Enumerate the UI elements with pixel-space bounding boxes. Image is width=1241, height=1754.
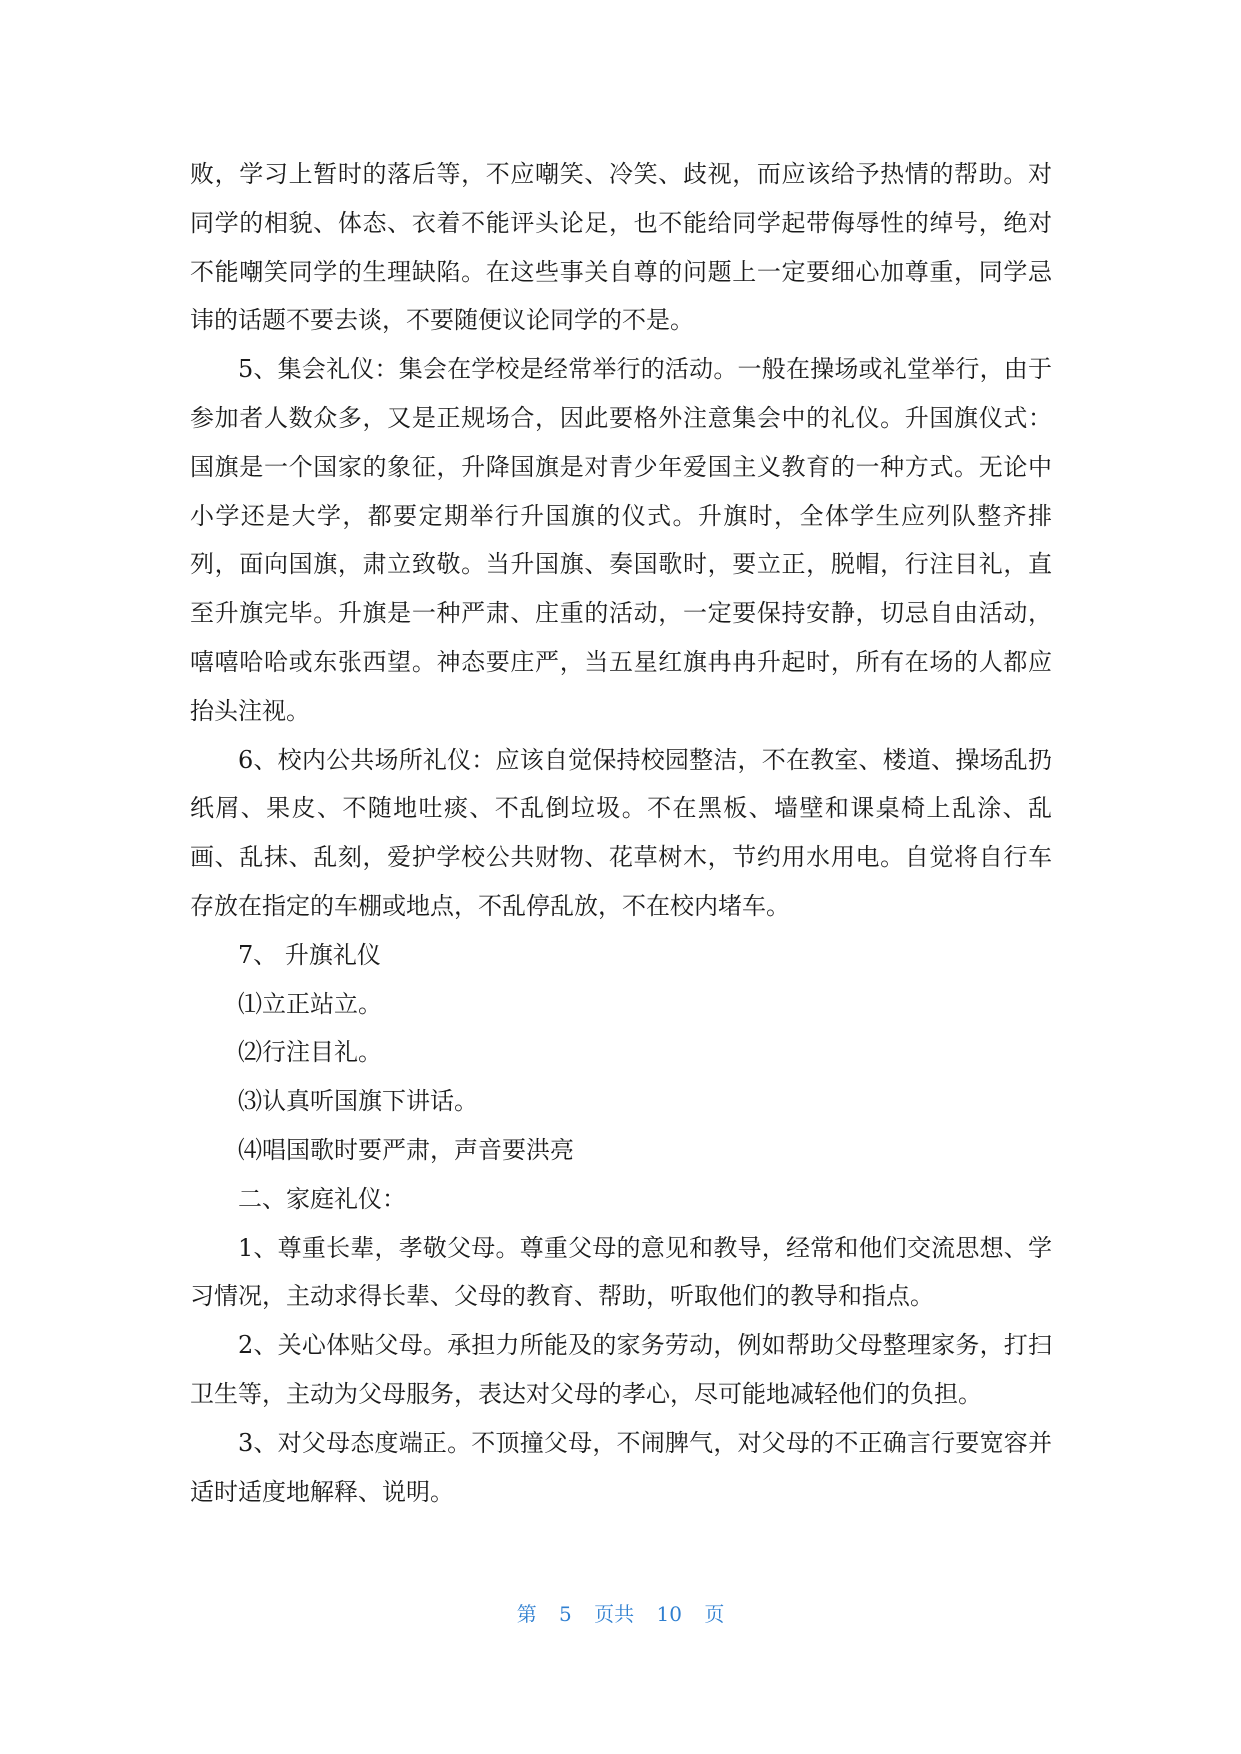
paragraph-attitude-parents: 3、对父母态度端正。不顶撞父母，不闹脾气，对父母的不正确言行要宽容并适时适度地解释、说明。 [190,1428,1052,1506]
footer-ye: 页 [704,1602,725,1626]
page-footer [0,1598,1241,1627]
paragraph-campus-public-etiquette: 6、校内公共场所礼仪：应该自觉保持校园整洁，不在教室、楼道、操场乱扔纸屑、果皮、不随地吐痰、不乱倒垃圾。不在黑板、墙壁和课桌椅上乱涂、乱画、乱抹、乱刻，爱护学校公共财物、花草树木，节约用水用电。自觉将自行车存放在指定的车棚或地点，不乱停乱放，不在校内堵车。 [190,745,1052,920]
paragraph-respect-elders: 1、尊重长辈，孝敬父母。尊重父母的意见和教导，经常和他们交流思想、学习情况，主动求得长辈、父母的教育、帮助，听取他们的教导和指点。 [190,1233,1052,1311]
heading-flag-raising-etiquette: 7、 升旗礼仪 [238,940,381,969]
list-item-listen-speech: ⑶认真听国旗下讲话。 [238,1087,478,1116]
list-item-salute: ⑵行注目礼。 [238,1038,382,1067]
paragraph-care-parents: 2、关心体贴父母。承担力所能及的家务劳动，例如帮助父母整理家务，打扫卫生等，主动为父母服务，表达对父母的孝心，尽可能地减轻他们的负担。 [190,1331,1052,1408]
paragraph-continuation: 败，学习上暂时的落后等，不应嘲笑、冷笑、歧视，而应该给予热情的帮助。对同学的相貌、体态、衣着不能评头论足，也不能给同学起带侮辱性的绰号，绝对不能嘲笑同学的生理缺陷。在这些事关自尊的问题上一定要细心加尊重，同学忌讳的话题不要去谈，不要随便议论同学的不是。 [190,160,1052,335]
footer-total-pages: 10 [656,1602,682,1626]
list-item-sing-anthem: ⑷唱国歌时要严肃，声音要洪亮 [238,1135,574,1164]
list-item-stand-at-attention: ⑴立正站立。 [238,989,382,1018]
heading-family-etiquette: 二、家庭礼仪： [238,1184,406,1213]
paragraph-assembly-etiquette: 5、集会礼仪：集会在学校是经常举行的活动。一般在操场或礼堂举行，由于参加者人数众多，又是正规场合，因此要格外注意集会中的礼仪。升国旗仪式：国旗是一个国家的象征，升降国旗是对青少年爱国主义教育的一种方式。无论中小学还是大学，都要定期举行升国旗的仪式。升旗时，全体学生应列队整齐排列，面向国旗，肃立致敬。当升国旗、奏国歌时，要立正，脱帽，行注目礼，直至升旗完毕。升旗是一种严肃、庄重的活动，一定要保持安静，切忌自由活动，嘻嘻哈哈或东张西望。神态要庄严，当五星红旗冉冉升起时，所有在场的人都应抬头注视。 [190,355,1052,725]
footer-ye-gong: 页共 [594,1602,635,1626]
footer-current-page: 5 [559,1602,572,1626]
document-body [190,150,1052,1516]
footer-di: 第 [516,1602,537,1626]
